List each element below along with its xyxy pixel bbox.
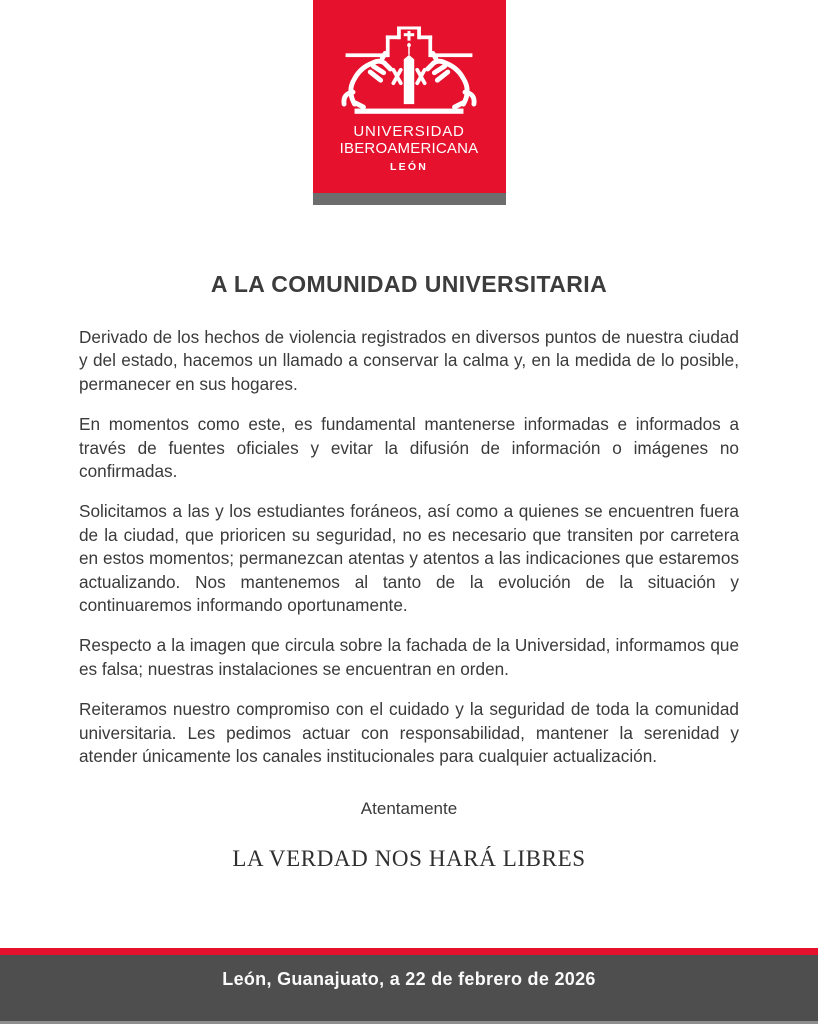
university-motto: LA VERDAD NOS HARÁ LIBRES [232,845,586,871]
page-title: A LA COMUNIDAD UNIVERSITARIA [210,271,608,297]
logo-iberoamericana-label: IBEROAMERICANA [339,139,479,157]
footer-dateline: León, Guanajuato, a 22 de febrero de 2026 [222,969,596,989]
logo-leon-label: LEÓN [390,160,428,173]
body-paragraph: En momentos como este, es fundamental mantenerse informadas e informados a través de fuentes oficiales y evitar la difusión de información o imágenes no confirmadas. [79,414,739,482]
footer [0,948,818,1024]
body-paragraph: Derivado de los hechos de violencia registrados en diversos puntos de nuestra ciudad y del estado, hacemos un llamado a conservar la calma y, en la medida de lo posible, permanecer en sus hogares. [79,327,739,394]
university-crest-icon [338,25,480,122]
body-paragraph: Reiteramos nuestro compromiso con el cuidado y la seguridad de toda la comunidad universitaria. Les pedimos actuar con responsabilidad, mantener la serenidad y atender únicamente los canales institucionales para cualquier actualización. [79,699,739,767]
body-paragraph: Respecto a la imagen que circula sobre la fachada de la Universidad, informamos que es falsa; nuestras instalaciones se encuentran en orden. [79,635,739,679]
logo-gray-bar [313,193,506,205]
university-logo [313,0,506,205]
letter-body [79,271,739,872]
logo-university-label: UNIVERSIDAD [353,123,465,140]
closing-salutation: Atentamente [360,798,458,818]
logo-red-square [313,0,506,193]
footer-bar [0,955,818,1024]
body-paragraph: Solicitamos a las y los estudiantes foráneos, así como a quienes se encuentren fuera de la ciudad, que prioricen su seguridad, no es necesario que transiten por carretera en estos momentos; permanezcan atentas y atentos a las indicaciones que estaremos actualizando. Nos mantenemos al tanto de la evolución de la situación y continuaremos informando oportunamente. [79,501,739,616]
footer-red-stripe [0,948,818,955]
